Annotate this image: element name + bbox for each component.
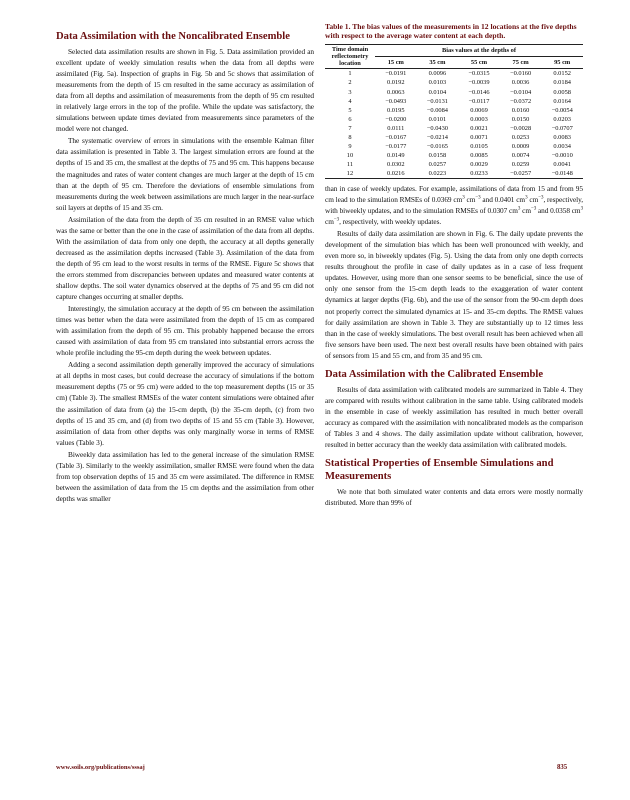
section-heading-calibrated: Data Assimilation with the Calibrated Ensemble (325, 368, 544, 380)
table-row (325, 124, 583, 133)
table-cell-value: 0.0009 (511, 142, 530, 150)
table-cell-value: 0.0302 (387, 160, 405, 168)
table-span-header: Bias values at the depths of (375, 44, 583, 56)
table-cell-value: 0.0101 (428, 115, 447, 123)
table-row (325, 69, 583, 79)
table-cell-location: 2 (348, 79, 352, 87)
table-row (325, 169, 583, 179)
table-cell-value: 0.0071 (470, 133, 488, 141)
section-heading-statistics: Statistical Properties of Ensemble Simulations and Measurements (325, 458, 554, 483)
table-cell-value: −0.0148 (541, 169, 583, 179)
table-row-header: Time domain reflectometry location (325, 44, 375, 69)
paragraph-continued: than in case of weekly updates. For example, assimilations of data from 15 and from 95 cm lead to the simulation RMSEs of 0.0369 $cm^3$ $cm^{-3}$ and 0.0401 $cm^3$ $cm^{-3}$, respectively, with biweekly updates, and to the simulation RMSEs of 0.0307 $cm^3$ $cm^{-3}$ and 0.0358 $cm^3$ $cm^{-3}$, respectively, with weekly updates. (325, 183, 584, 227)
paragraph: Biweekly data assimilation has led to the general increase of the simulation RMSE (Table 3). Similarly to the weekly assimilation, smaller RMSE were found when the data from top observation depths of 15 and 35 cm were assimilated. The difference in RMSE between the assimilation of data from the 15 cm depths and the assimilation from other depths was smaller (56, 449, 314, 503)
table-cell-value: 0.0164 (553, 97, 571, 105)
table-cell-value: 0.0233 (458, 169, 500, 179)
table-cell-value: 0.0003 (470, 115, 488, 123)
footer-url[interactable]: www.soils.org/publications/sssaj (56, 764, 145, 771)
table-row (325, 106, 583, 115)
table-row (325, 151, 583, 160)
table-cell-value: 0.0085 (470, 151, 488, 159)
table-cell-value: −0.0028 (509, 124, 532, 132)
table-cell-value: −0.0010 (551, 151, 573, 159)
table-cell-value: 0.0021 (470, 124, 488, 132)
table-cell-value: −0.0131 (426, 97, 448, 105)
bias-table (325, 44, 583, 179)
table-cell-location: 12 (325, 169, 375, 179)
table-cell-value: 0.0058 (553, 88, 571, 96)
right-column (325, 22, 583, 509)
table-cell-value: −0.0054 (551, 106, 573, 114)
table-cell-value: 0.0083 (553, 133, 571, 141)
table-cell-value: −0.0146 (468, 88, 490, 96)
table-cell-value: 0.0158 (428, 151, 447, 159)
table-row (325, 88, 583, 97)
table-cell-value: 0.0096 (428, 70, 447, 78)
table-cell-location: 4 (348, 97, 352, 105)
table-row (325, 133, 583, 142)
table-cell-value: 0.0152 (553, 70, 571, 78)
table-cell-value: −0.0165 (426, 142, 448, 150)
table-cell-value: 0.0216 (375, 169, 417, 179)
paragraph-statistics: We note that both simulated water contents and data errors were mostly normally distributed. More than 99% of (325, 487, 583, 508)
paragraph-daily: Results of daily data assimilation are shown in Fig. 6. The daily update prevents the development of the simulation bias which has been well pronounced with weekly, and even more so, in biweekly updates (Fig. 5). Using the data from only one depth corrects results throughout the profile in case of daily updates as in a case of less frequent updates. However, using more than one sensor seems to be beneficial, since the use of only one sensor from the 15-cm depth leads to the exaggeration of water content dynamics at larger depths (Fig. 6b), and the use of the sensor from the 90-cm depth does not properly correct the simulated dynamics at 15- and 35-cm depths. The RMSE values for daily assimilation are shown in Table 3. They are substantially up to 12 times less than in the case of weekly simulations. The best overall result has been achieved when all five sensors have been used. The next best overall results have been obtained with pairs of sensors from 15 and 55 cm, and from 35 and 95 cm. (325, 229, 583, 360)
paragraph: Assimilation of the data from the depth of 35 cm resulted in an RMSE value which was the same or better than the one in the case of assimilation of the data from all depths. With the assimilation of data from only one depth, the accuracy at all depths generally decreased as the assimilation depths increased (Table 3). Assimilation of the data from the depth of 95 cm lead to the worst results in terms of the RMSE. Figure 5c shows that the errors stemmed from discrepancies between updates and measured water contents at shallow depths. The soil water dynamics observed at the depths of 75 and 95 cm did not capture changes occurring at smaller depths. (56, 214, 314, 302)
table-cell-location: 11 (346, 160, 354, 168)
table-cell-value: −0.0177 (385, 142, 407, 150)
paragraph: The systematic overview of errors in simulations with the ensemble Kalman filter data assimilation is presented in Table 3. The largest simulation errors are found at the depths of 15 and 35 cm, the smallest at the depths of 75 and 95 cm. This happens because the magnitudes and rates of water content changes are much larger at the depth of 15 cm than at the depth of 95 cm. Therefore the deviations of ensemble simulations from measurements during the week between assimilations are much larger in the near-surface soil layers at depths of 15 and 35 cm. (56, 136, 314, 212)
table-cell-value: −0.0257 (500, 169, 542, 179)
table-cell-value: 0.0034 (553, 142, 571, 150)
page (56, 22, 583, 782)
table-cell-value: −0.0200 (385, 115, 407, 123)
table-cell-value: −0.0104 (509, 88, 532, 96)
table-cell-value: 0.0041 (553, 160, 571, 168)
table-column-header: 55 cm (458, 57, 500, 69)
table-cell-value: 0.0184 (553, 79, 571, 87)
table-cell-value: −0.0214 (426, 133, 448, 141)
table-cell-value: 0.0105 (470, 142, 488, 150)
table-cell-location: 5 (348, 106, 352, 114)
table-row (325, 97, 583, 106)
table-row (325, 115, 583, 124)
table-cell-value: 0.0029 (470, 160, 488, 168)
table-cell-location: 9 (348, 142, 352, 150)
table-cell-location: 3 (348, 88, 352, 96)
table-cell-location: 8 (348, 133, 352, 141)
table-cell-value: −0.0084 (426, 106, 448, 114)
table-cell-value: −0.0372 (509, 97, 532, 105)
table-cell-value: 0.0160 (511, 106, 530, 114)
paragraph: Interestingly, the simulation accuracy at the depth of 95 cm between the assimilation times was better when the data were assimilated from the depth of 15 cm as compared with assimilation from the depth of 95 cm. This probably happened because the errors caused with assimilation of data from 95 cm translated into substantial errors across the whole profile including the 95-cm depth during the week between updates. (56, 304, 314, 358)
table-cell-value: 0.0150 (511, 115, 530, 123)
table-cell-location: 1 (348, 70, 352, 78)
table-cell-value: 0.0104 (428, 88, 447, 96)
table-cell-value: 0.0103 (428, 79, 447, 87)
table-cell-value: 0.0111 (387, 124, 405, 132)
table-cell-value: 0.0259 (511, 160, 530, 168)
table-cell-value: 0.0063 (387, 88, 405, 96)
table-cell-value: 0.0223 (417, 169, 459, 179)
table-cell-value: 0.0203 (553, 115, 571, 123)
table-cell-value: −0.0493 (385, 97, 407, 105)
table-column-header: 95 cm (541, 57, 583, 69)
table-cell-value: 0.0253 (511, 133, 530, 141)
table-caption: Table 1. The bias values of the measurements in 12 locations at the five depths with respect to the average water content at each depth. (325, 22, 577, 41)
table-cell-value: 0.0149 (387, 151, 405, 159)
table-cell-value: −0.0167 (385, 133, 407, 141)
table-cell-value: 0.0069 (470, 106, 488, 114)
table-cell-value: 0.0192 (387, 79, 405, 87)
table-cell-value: −0.0160 (509, 70, 532, 78)
table-row (325, 78, 583, 87)
table-cell-value: 0.0257 (428, 160, 447, 168)
paragraph-calibrated: Results of data assimilation with calibrated models are summarized in Table 4. They are compared with results without calibration in the same table. Using calibrated models in the ensemble in case of weekly assimilation has resulted in much better overall accuracy as compared with the assimilation with noncalibrated models as the comparison of Tables 3 and 4 shows. The daily assimilation update without calibration, however, resulted in better accuracy than the weekly data assimilation with calibrated models. (325, 384, 583, 449)
table-cell-value: −0.0117 (468, 97, 490, 105)
paragraph: Adding a second assimilation depth generally improved the accuracy of simulations at all depths in most cases, but could decrease the accuracy of simulations if the bottom measurement depths (75 or 95 cm) were added to the top measurement depths (15 or 35 cm) (Table 3). The smallest RMSEs of the water content simulations were obtained after the assimilation of data from (a) the 15-cm depth, (b) the 35-cm depth, (c) from two depths of 15 and 35 cm, and (d) from two depths of 15 and 55 cm (Table 3). However, assimilation of data from other depths was only marginally worse in terms of RMSE values (Table 3). (56, 360, 314, 447)
page-number: 835 (557, 764, 568, 771)
table-row (325, 142, 583, 151)
table-cell-value: 0.0195 (387, 106, 405, 114)
paragraph: Selected data assimilation results are shown in Fig. 5. Data assimilation provided an excellent update of weekly simulation results when the data from all depths were assimilated (Fig. 5a). Inspection of graphs in Fig. 5b and 5c shows that assimilation of measurements from the depth of 15 cm resulted in the same accuracy as assimilation of data from all depths and assimilation of measurements from the depth of 95 cm resulted in relatively large errors in the top of the profile. While the update was satisfactory, the simulations between update times deviated from measurements since parameters of the model were not changed. (56, 47, 314, 134)
table-cell-value: 0.0036 (511, 79, 530, 87)
table-column-header: 35 cm (417, 57, 459, 69)
table-cell-location: 7 (348, 124, 352, 132)
table-cell-value: 0.0074 (511, 151, 530, 159)
table-cell-value: −0.0191 (385, 70, 407, 78)
table-column-header: 75 cm (500, 57, 542, 69)
left-column (56, 30, 314, 505)
table-column-header: 15 cm (375, 57, 417, 69)
table-cell-value: −0.0430 (426, 124, 448, 132)
section-heading-noncalibrated: Data Assimilation with the Noncalibrated Ensemble (56, 31, 290, 42)
table-cell-location: 10 (346, 151, 354, 159)
table-body (325, 69, 583, 179)
table-cell-location: 6 (348, 115, 352, 123)
table-cell-value: −0.0039 (468, 79, 490, 87)
table-cell-value: −0.0707 (551, 124, 573, 132)
table-cell-value: −0.0315 (468, 70, 490, 78)
table-row (325, 160, 583, 169)
